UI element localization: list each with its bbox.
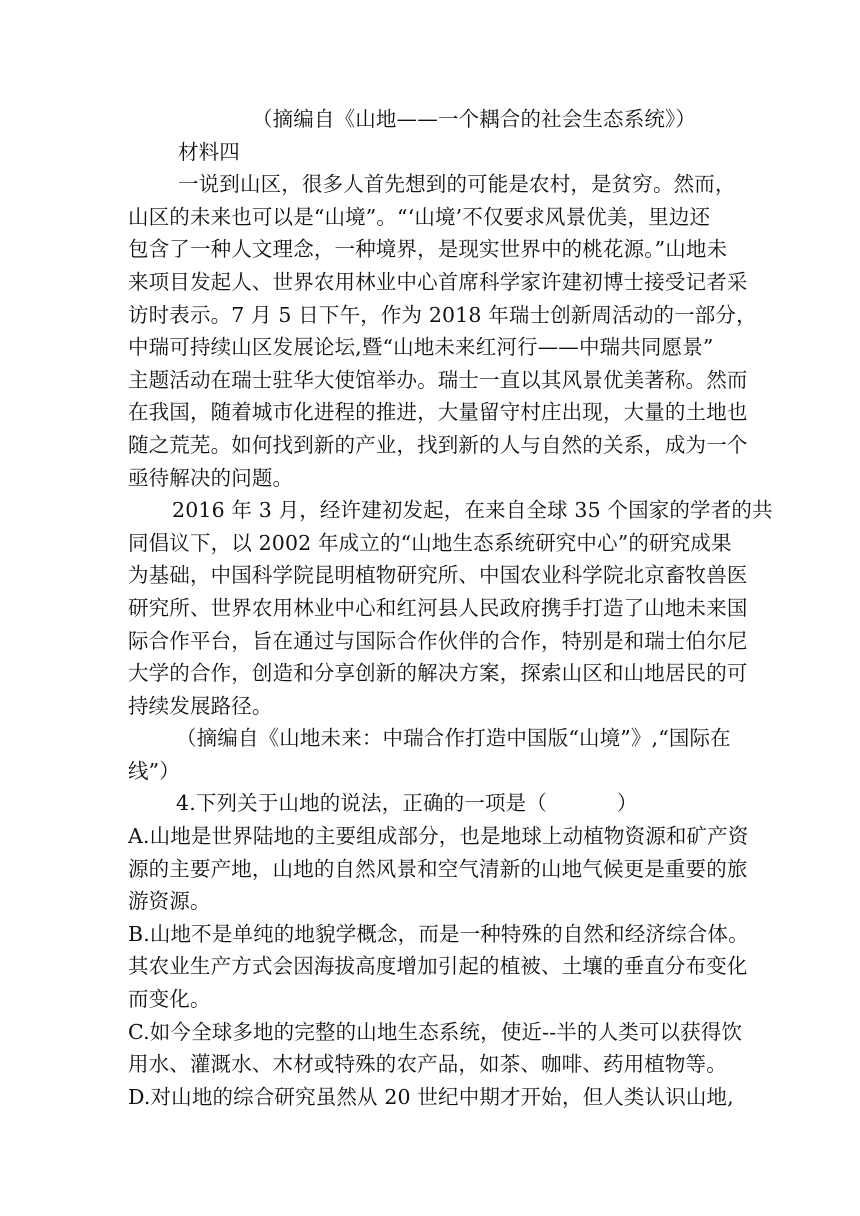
paragraph-line: 包含了一种人文理念，一种境界，是现实世界中的桃花源。”山地未 — [128, 237, 728, 262]
paragraph-line: 2016 年 3 月，经许建初发起，在来自全球 35 个国家的学者的共 — [172, 498, 773, 523]
question-4 — [128, 787, 749, 1113]
paragraph-line: 山区的未来也可以是“山境”。“‘山境’不仅要求风景优美，里边还 — [128, 204, 711, 229]
source-citation-top: （摘编自《山地——一个耦合的社会生态系统》） — [252, 107, 697, 131]
paragraph-line: 在我国，随着城市化进程的推进，大量留守村庄出现，大量的土地也 — [128, 400, 748, 425]
paragraph-line: 研究所、世界农用林业中心和红河县人民政府携手打造了山地未来国 — [128, 595, 748, 620]
material-heading: 材料四 — [178, 139, 240, 164]
paragraph-line: 际合作平台，旨在通过与国际合作伙伴的合作，特别是和瑞士伯尔尼 — [128, 628, 748, 653]
question-stem — [128, 787, 732, 820]
paragraph-line: 为基础，中国科学院昆明植物研究所、中国农业科学院北京畜牧兽医 — [128, 563, 748, 588]
paragraph-line: 同倡议下，以 2002 年成立的“山地生态系统研究中心”的研究成果 — [128, 530, 732, 555]
document-page — [128, 103, 773, 1113]
option-c: C.如今全球多地的完整的山地生态系统，使近--半的人类可以获得饮 — [128, 1019, 743, 1044]
paragraph-line: 大学的合作，创造和分享创新的解决方案，探索山区和山地居民的可 — [128, 661, 748, 686]
paragraph-line: 访时表示。7 月 5 日下午，作为 2018 年瑞士创新周活动的一部分， — [128, 302, 757, 327]
option-a: A.山地是世界陆地的主要组成部分，也是地球上动植物资源和矿产资 — [128, 824, 749, 849]
paragraph-2 — [128, 494, 773, 722]
paragraph-line: 主题活动在瑞士驻华大使馆举办。瑞士一直以其风景优美著称。然而 — [128, 367, 748, 392]
option-c-continued: 用水、灌溉水、木材或特殊的农产品，如茶、咖啡、药用植物等。 — [128, 1052, 727, 1077]
option-d: D.对山地的综合研究虽然从 20 世纪中期才开始，但人类认识山地, — [128, 1084, 734, 1109]
option-a-continued: 源的主要产地，山地的自然风景和空气清新的山地气候更是重要的旅 — [128, 856, 748, 881]
paragraph-line: 亟待解决的问题。 — [128, 465, 294, 490]
citation-line: （摘编自《山地未来：中瑞合作打造中国版“山境”》,“国际在 — [176, 726, 731, 751]
paragraph-line: 来项目发起人、世界农用林业中心首席科学家许建初博士接受记者采 — [128, 269, 748, 294]
source-citation-bottom — [128, 722, 732, 787]
paragraph-1 — [128, 168, 757, 494]
paragraph-line: 中瑞可持续山区发展论坛,暨“山地未来红河行——中瑞共同愿景” — [128, 335, 714, 360]
paragraph-line: 一说到山区，很多人首先想到的可能是农村，是贫穷。然而， — [178, 172, 736, 197]
option-b-continued: 其农业生产方式会因海拔高度增加引起的植被、土壤的垂直分布变化 — [128, 954, 748, 979]
question-stem-text: 4.下列关于山地的说法，正确的一项是（ — [176, 791, 547, 816]
option-b-continued: 而变化。 — [128, 987, 211, 1012]
option-a-continued: 游资源。 — [128, 889, 211, 914]
paragraph-line: 持续发展路径。 — [128, 693, 273, 718]
paragraph-line: 随之荒芜。如何找到新的产业，找到新的人与自然的关系，成为一个 — [128, 432, 748, 457]
question-stem-end: ） — [616, 791, 638, 816]
option-b: B.山地不是单纯的地貌学概念，而是一种特殊的自然和经济综合体。 — [128, 921, 749, 946]
citation-line: 线”） — [128, 758, 180, 783]
